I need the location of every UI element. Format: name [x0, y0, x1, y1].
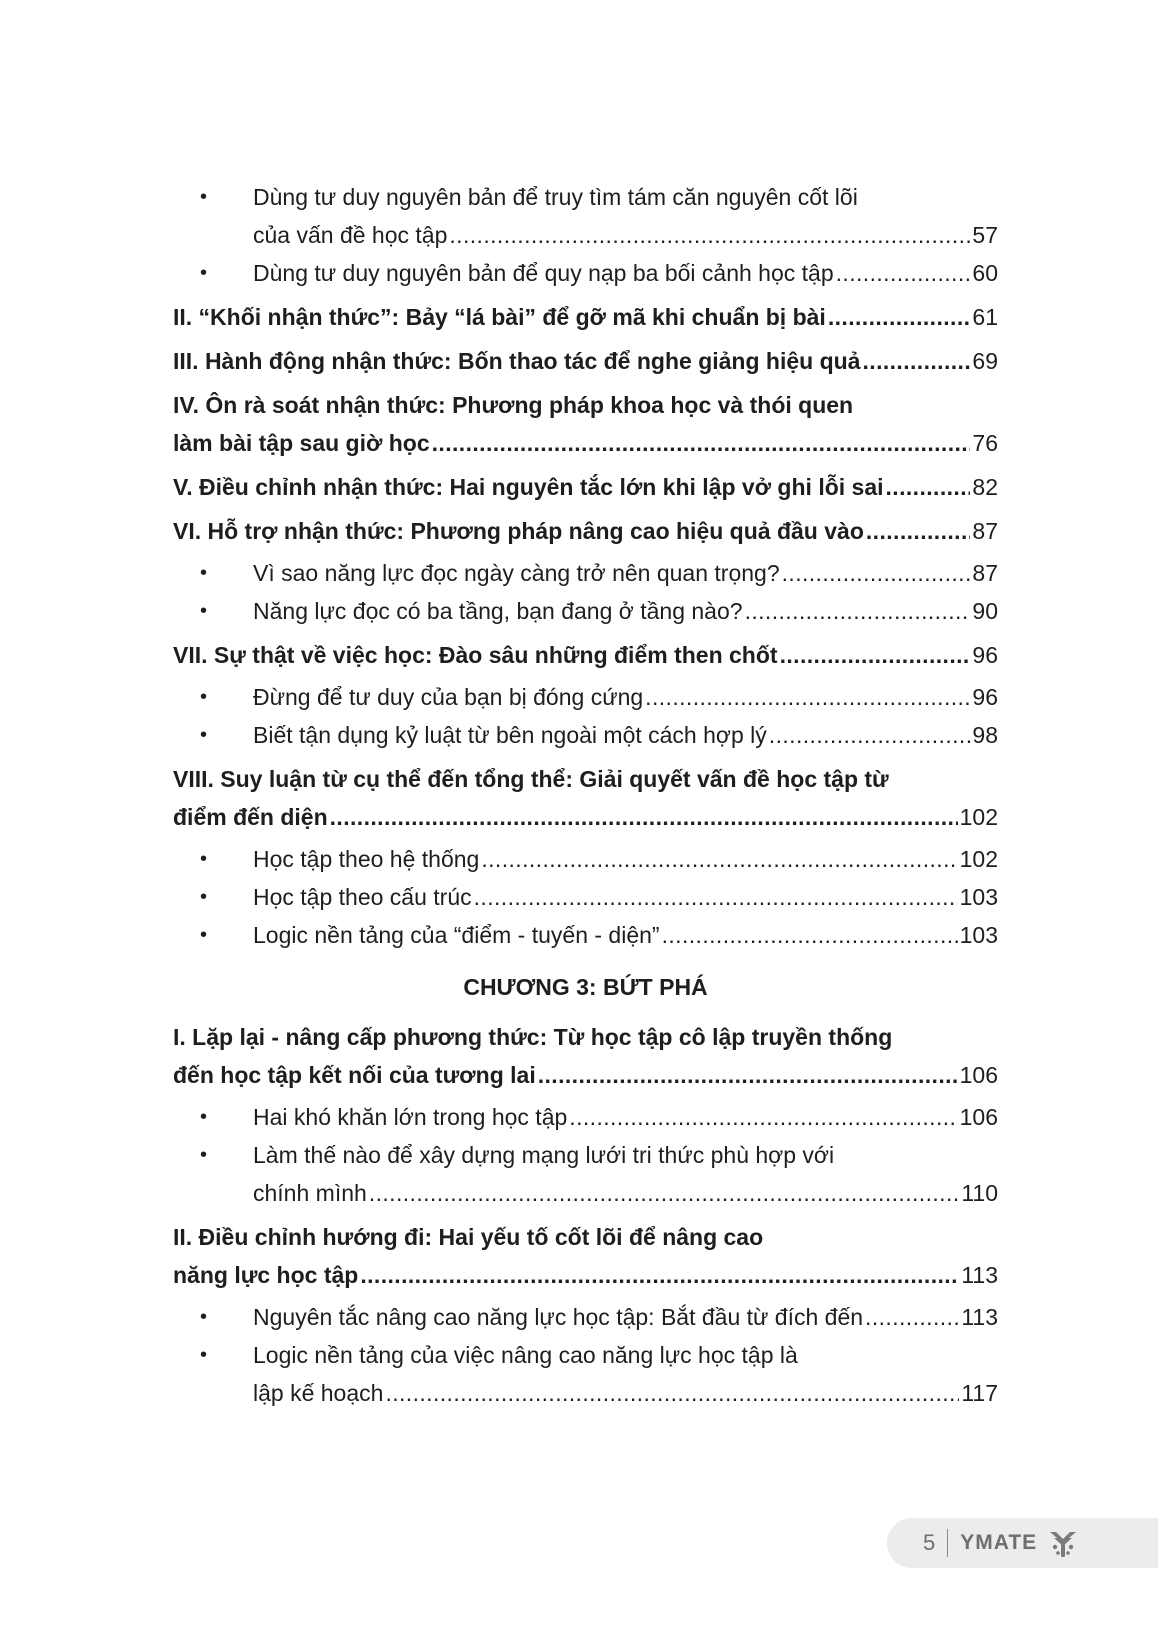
toc-subsection-entry: [173, 878, 998, 916]
toc-entry-line: II. “Khối nhận thức”: Bảy “lá bài” để gỡ mã khi chuẩn bị bài: [173, 304, 826, 330]
toc-entry-line: Hai khó khăn lớn trong học tập: [253, 1104, 568, 1130]
bullet-icon: •: [200, 924, 208, 946]
toc-entry-line: VIII. Suy luận từ cụ thể đến tổng thể: Giải quyết vấn đề học tập từ: [173, 766, 889, 792]
dot-leader: [782, 554, 971, 592]
toc-section-entry: [173, 298, 998, 336]
dot-leader: [360, 1256, 959, 1294]
bullet-icon: •: [200, 886, 208, 908]
toc-page-number: 102: [959, 804, 998, 830]
toc-page-number: 117: [961, 1380, 998, 1406]
dot-leader: [645, 678, 970, 716]
bullet-icon: •: [200, 1106, 208, 1128]
bullet-icon: •: [200, 848, 208, 870]
toc-subsection-entry: [173, 178, 998, 254]
toc-page-number: 106: [959, 1104, 998, 1130]
toc-subsection-entry: [173, 554, 998, 592]
dot-leader: [886, 468, 971, 506]
toc-entry-line: II. Điều chỉnh hướng đi: Hai yếu tố cốt lõi để nâng cao: [173, 1224, 764, 1250]
toc-subsection-entry: [173, 1336, 998, 1412]
toc-page-number: 103: [959, 922, 998, 948]
toc-entry-line: Học tập theo hệ thống: [253, 846, 480, 872]
bullet-icon: •: [200, 262, 208, 284]
bullet-icon: •: [200, 1306, 208, 1328]
toc-page-number: 103: [959, 884, 998, 910]
toc-subsection-entry: [173, 592, 998, 630]
toc-entry-line: Học tập theo cấu trúc: [253, 884, 472, 910]
toc-entry-line: chính mình: [253, 1180, 367, 1206]
dot-leader: [369, 1174, 960, 1212]
toc-entry-line: lập kế hoạch: [253, 1380, 384, 1406]
chapter-heading: CHƯƠNG 3: BỨT PHÁ: [463, 974, 708, 1000]
toc-subsection-entry: [173, 916, 998, 954]
dot-leader: [330, 798, 958, 836]
toc-page-number: 82: [972, 474, 998, 500]
toc-entry-line: năng lực học tập: [173, 1262, 359, 1288]
toc-subsection-entry: [173, 1136, 998, 1212]
dot-leader: [828, 298, 971, 336]
dot-leader: [432, 424, 971, 462]
toc-page-number: 96: [972, 642, 998, 668]
toc-section-entry: [173, 760, 998, 836]
dot-leader: [474, 878, 958, 916]
dot-leader: [745, 592, 971, 630]
dot-leader: [866, 512, 971, 550]
toc-entry-line: Dùng tư duy nguyên bản để truy tìm tám căn nguyên cốt lõi: [253, 184, 858, 210]
dot-leader: [662, 916, 958, 954]
toc-page-number: 90: [972, 598, 998, 624]
toc-subsection-entry: [173, 716, 998, 754]
dot-leader: [862, 342, 970, 380]
toc-page-number: 87: [972, 560, 998, 586]
toc-subsection-entry: [173, 254, 998, 292]
toc-entry-line: của vấn đề học tập: [253, 222, 448, 248]
page-number: 5: [923, 1530, 936, 1555]
toc-entry-line: Logic nền tảng của “điểm - tuyến - diện”: [253, 922, 660, 948]
bullet-icon: •: [200, 600, 208, 622]
toc-entry-line: Năng lực đọc có ba tầng, bạn đang ở tầng nào?: [253, 598, 743, 624]
toc-entry-line: làm bài tập sau giờ học: [173, 430, 430, 456]
bullet-icon: •: [200, 562, 208, 584]
page-footer: [887, 1518, 1158, 1568]
toc-entry-line: IV. Ôn rà soát nhận thức: Phương pháp khoa học và thói quen: [173, 392, 854, 418]
bullet-icon: •: [200, 186, 208, 208]
toc-page-number: 98: [972, 722, 998, 748]
bullet-icon: •: [200, 1144, 208, 1166]
toc-entry-line: III. Hành động nhận thức: Bốn thao tác để nghe giảng hiệu quả: [173, 348, 861, 374]
toc-section-entry: [173, 386, 998, 462]
toc-entry-line: Vì sao năng lực đọc ngày càng trở nên quan trọng?: [253, 560, 780, 586]
toc-entry-line: Làm thế nào để xây dựng mạng lưới tri thức phù hợp với: [253, 1142, 835, 1168]
dot-leader: [836, 254, 971, 292]
toc-section-entry: [173, 512, 998, 550]
toc-entry-line: Dùng tư duy nguyên bản để quy nạp ba bối cảnh học tập: [253, 260, 834, 286]
toc-section-entry: [173, 636, 998, 674]
dot-leader: [865, 1298, 959, 1336]
toc-section-entry: [173, 1018, 998, 1094]
toc-page-number: 76: [972, 430, 998, 456]
toc-page-number: 87: [972, 518, 998, 544]
toc-section-entry: [173, 342, 998, 380]
toc-subsection-entry: [173, 678, 998, 716]
toc-section-entry: [173, 468, 998, 506]
dot-leader: [569, 1098, 957, 1136]
toc-page-number: 110: [961, 1180, 998, 1206]
toc-entry-line: Đừng để tư duy của bạn bị đóng cứng: [253, 684, 644, 710]
toc-subsection-entry: [173, 840, 998, 878]
bullet-icon: •: [200, 1344, 208, 1366]
dot-leader: [769, 716, 971, 754]
toc-entry-line: VII. Sự thật về việc học: Đào sâu những điểm then chốt: [173, 642, 778, 668]
ymate-logo-icon: [1047, 1527, 1079, 1559]
dot-leader: [481, 840, 957, 878]
toc-entry-line: V. Điều chỉnh nhận thức: Hai nguyên tắc lớn khi lập vở ghi lỗi sai: [173, 474, 884, 500]
toc-section-entry: [173, 1218, 998, 1294]
bullet-icon: •: [200, 686, 208, 708]
toc-page-number: 106: [959, 1062, 998, 1088]
toc-page-number: 96: [972, 684, 998, 710]
toc-entry-line: điểm đến diện: [173, 804, 328, 830]
toc-page-number: 102: [959, 846, 998, 872]
toc-subsection-entry: [173, 1098, 998, 1136]
dot-leader: [780, 636, 971, 674]
toc-page-number: 60: [972, 260, 998, 286]
footer-divider: [947, 1529, 948, 1557]
toc-entry-line: Nguyên tắc nâng cao năng lực học tập: Bắt đầu từ đích đến: [253, 1304, 864, 1330]
toc-entry-line: đến học tập kết nối của tương lai: [173, 1062, 536, 1088]
dot-leader: [385, 1374, 959, 1412]
toc-page-number: 113: [961, 1262, 998, 1288]
toc-page-number: 57: [972, 222, 998, 248]
toc-entry-line: Logic nền tảng của việc nâng cao năng lực học tập là: [253, 1342, 798, 1368]
dot-leader: [449, 216, 970, 254]
toc-entry-line: Biết tận dụng kỷ luật từ bên ngoài một cách hợp lý: [253, 722, 767, 748]
toc-entry-line: I. Lặp lại - nâng cấp phương thức: Từ học tập cô lập truyền thống: [173, 1024, 893, 1050]
table-of-contents: [173, 178, 998, 1412]
toc-page-number: 69: [972, 348, 998, 374]
bullet-icon: •: [200, 724, 208, 746]
dot-leader: [538, 1056, 958, 1094]
toc-entry-line: VI. Hỗ trợ nhận thức: Phương pháp nâng cao hiệu quả đầu vào: [173, 518, 864, 544]
toc-subsection-entry: [173, 1298, 998, 1336]
brand-name: YMATE: [960, 1531, 1038, 1554]
toc-page-number: 61: [972, 304, 998, 330]
toc-page-number: 113: [961, 1304, 998, 1330]
